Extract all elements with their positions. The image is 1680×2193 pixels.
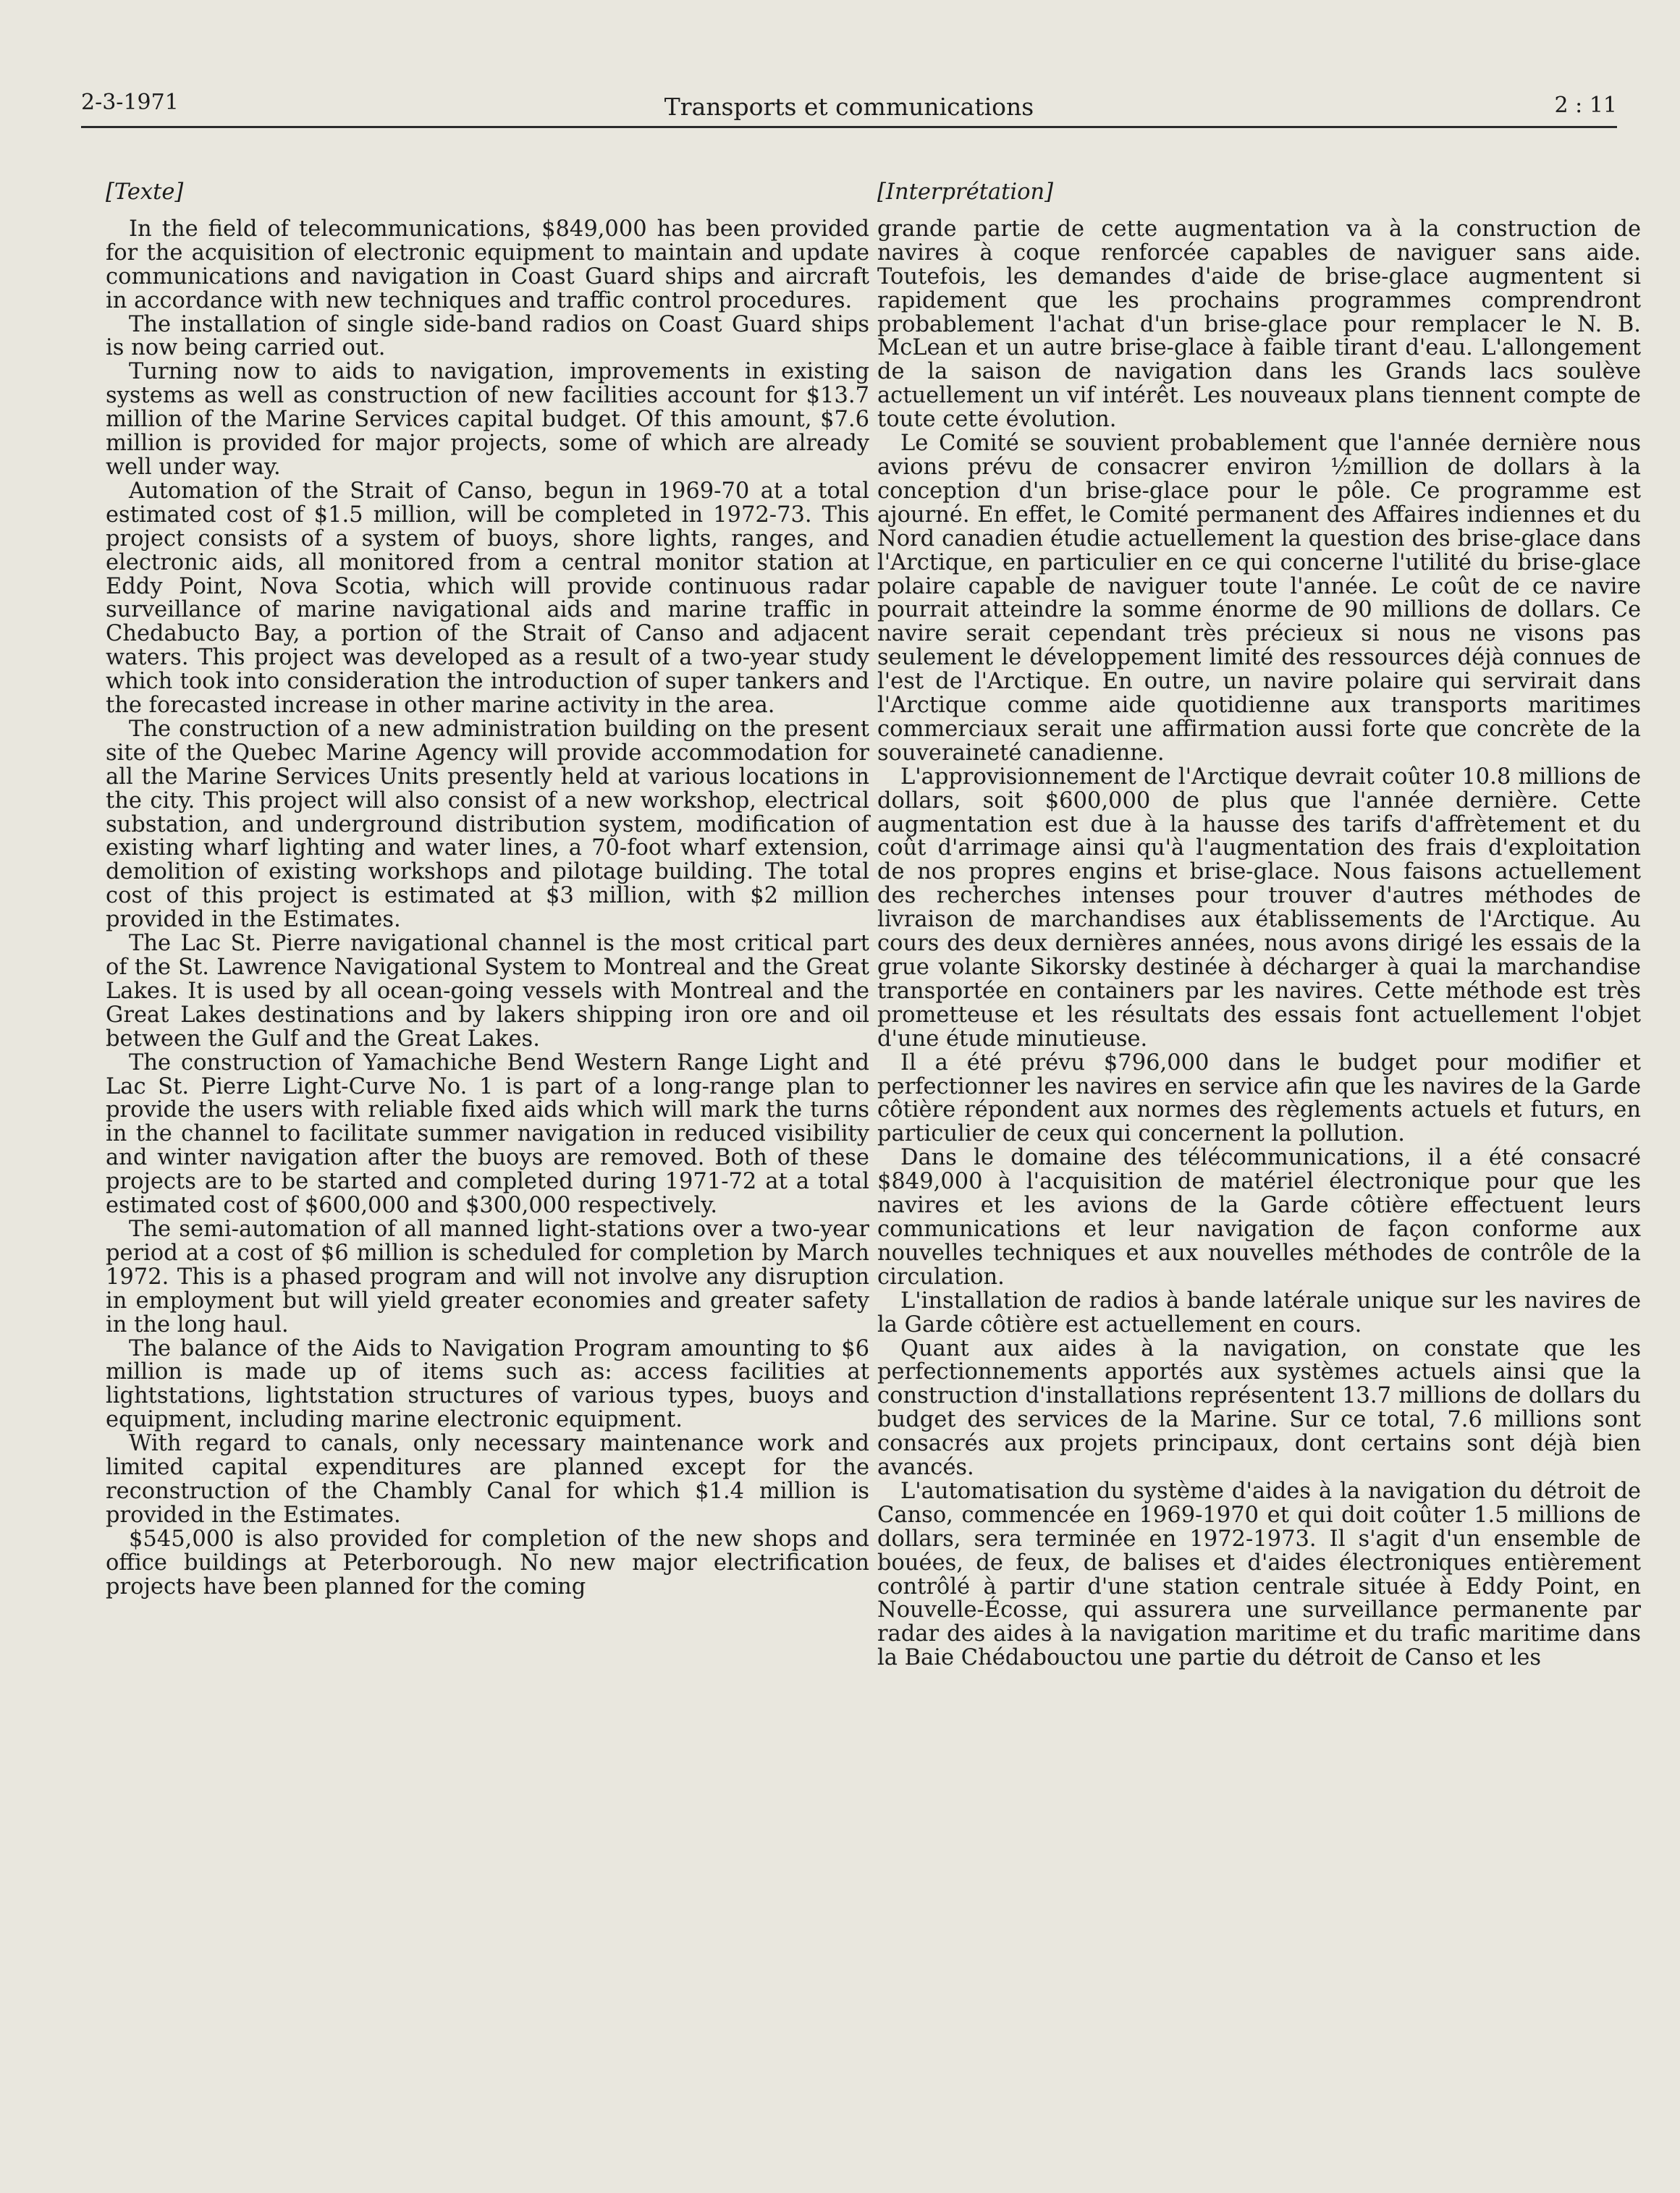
paragraph: L'installation de radios à bande latérale unique sur les navires de la Garde côtière est actuellement en cours. <box>877 1288 1641 1338</box>
paragraph: The balance of the Aids to Navigation Program amounting to $6 million is made up of items such as: access facilities at lightstations, lightstation structures of various types, buoys and equipment, including marine electronic equipment. <box>106 1335 869 1433</box>
paragraph: With regard to canals, only necessary maintenance work and limited capital expenditures are planned except for the reconstruction of the Chambly Canal for which $1.4 million is provided in the Estimates. <box>106 1431 869 1528</box>
paragraph: The installation of single side-band radios on Coast Guard ships is now being carried out. <box>106 311 869 361</box>
paragraph: Quant aux aides à la navigation, on constate que les perfectionnements apportés aux systèmes actuels ainsi que la construction d'installations représentent 13.7 millions de dollars du budget des services de la Marine. Sur ce total, 7.6 millions sont consacrés aux projets principaux, dont certains sont déjà bien avancés. <box>877 1335 1641 1481</box>
english-column <box>106 181 869 1599</box>
paragraph: Il a été prévu $796,000 dans le budget pour modifier et perfectionner les navires en service afin que les navires de la Garde côtière répondent aux normes des règlements actuels et futurs, en particulier de ceux qui concernent la pollution. <box>877 1049 1641 1147</box>
french-column <box>877 181 1641 1670</box>
header-date: 2-3-1971 <box>81 90 179 115</box>
paragraph: The semi-automation of all manned light-stations over a two-year period at a cost of $6 million is scheduled for completion by March 1972. This is a phased program and will not involve any disruption in employment but will yield greater economies and greater safety in the long haul. <box>106 1216 869 1338</box>
paragraph: $545,000 is also provided for completion of the new shops and office buildings at Peterborough. No new major electrification projects have been planned for the coming <box>106 1526 869 1600</box>
paragraph: Dans le domaine des télécommunications, il a été consacré $849,000 à l'acquisition de matériel électronique pour que les navires et les avions de la Garde côtière effectuent leurs communications et leur navigation de façon conforme aux nouvelles techniques et aux nouvelles méthodes de contrôle de la circulation. <box>877 1145 1641 1290</box>
paragraph: The construction of Yamachiche Bend Western Range Light and Lac St. Pierre Light-Curve No. 1 is part of a long-range plan to provide the users with reliable fixed aids which will mark the turns in the channel to facilitate summer navigation in reduced visibility and winter navigation after the buoys are removed. Both of these projects are to be started and completed during 1971-72 at a total estimated cost of $600,000 and $300,000 respectively. <box>106 1049 869 1219</box>
paragraph: grande partie de cette augmentation va à la construction de navires à coque renforcée capables de naviguer sans aide. Toutefois, les demandes d'aide de brise-glace augmentent si rapidement que les prochains programmes comprendront probablement l'achat d'un brise-glace pour remplacer le N. B. McLean et un autre brise-glace à faible tirant d'eau. L'allongement de la saison de navigation dans les Grands lacs soulève actuellement un vif intérêt. Les nouveaux plans tiennent compte de toute cette évolution. <box>877 216 1641 433</box>
column-label-interpretation: [Interprétation] <box>877 179 1053 205</box>
paragraph: Le Comité se souvient probablement que l'année dernière nous avions prévu de consacrer environ ½million de dollars à la conception d'un brise-glace pour le pôle. Ce programme est ajourné. En effet, le Comité permanent des Affaires indiennes et du Nord canadien étudie actuellement la question des brise-glace dans l'Arctique, en particulier en ce qui concerne l'utilité du brise-glace polaire capable de naviguer toute l'année. Le coût de ce navire pourrait atteindre la somme énorme de 90 millions de dollars. Ce navire serait cependant très précieux si nous ne visons pas seulement le développement limité des ressources déjà connues de l'est de l'Arctique. En outre, un navire polaire qui servirait dans l'Arctique comme aide quotidienne aux transports maritimes commerciaux serait une affirmation aussi forte que concrète de la souveraineté canadienne. <box>877 431 1641 766</box>
paragraph: In the field of telecommunications, $849,000 has been provided for the acquisition of electronic equipment to maintain and update communications and navigation in Coast Guard ships and aircraft in accordance with new techniques and traffic control procedures. <box>106 216 869 313</box>
paragraph: The construction of a new administration building on the present site of the Quebec Marine Agency will provide accommodation for all the Marine Services Units presently held at various locations in the city. This project will also consist of a new workshop, electrical substation, and underground distribution system, modification of existing wharf lighting and water lines, a 70-foot wharf extension, demolition of existing workshops and pilotage building. The total cost of this project is estimated at $3 million, with $2 million provided in the Estimates. <box>106 716 869 933</box>
header-title: Transports et communications <box>664 93 1034 121</box>
paragraph: The Lac St. Pierre navigational channel is the most critical part of the St. Lawrence Navigational System to Montreal and the Great Lakes. It is used by all ocean-going vessels with Montreal and the Great Lakes destinations and by lakers shipping iron ore and oil between the Gulf and the Great Lakes. <box>106 931 869 1052</box>
paragraph: Automation of the Strait of Canso, begun in 1969-70 at a total estimated cost of $1.5 million, will be completed in 1972-73. This project consists of a system of buoys, shore lights, ranges, and electronic aids, all monitored from a central monitor station at Eddy Point, Nova Scotia, which will provide continuous radar surveillance of marine navigational aids and marine traffic in Chedabucto Bay, a portion of the Strait of Canso and adjacent waters. This project was developed as a result of a two-year study which took into consideration the introduction of super tankers and the forecasted increase in other marine activity in the area. <box>106 478 869 719</box>
header-page-number: 2 : 11 <box>1554 93 1617 118</box>
column-label-texte: [Texte] <box>106 179 184 205</box>
paragraph: L'automatisation du système d'aides à la navigation du détroit de Canso, commencée en 1969-1970 et qui doit coûter 1.5 millions de dollars, sera terminée en 1972-1973. Il s'agit d'un ensemble de bouées, de feux, de balises et d'aides électroniques entièrement contrôlé à partir d'une station centrale située à Eddy Point, en Nouvelle-Écosse, qui assurera une surveillance permanente par radar des aides à la navigation maritime et du trafic maritime dans la Baie Chédabouctou une partie du détroit de Canso et les <box>877 1478 1641 1671</box>
paragraph: L'approvisionnement de l'Arctique devrait coûter 10.8 millions de dollars, soit $600,000 de plus que l'année dernière. Cette augmentation est due à la hausse des tarifs d'affrètement et du coût d'arrimage ainsi qu'à l'augmentation des frais d'exploitation de nos propres engins et brise-glace. Nous faisons actuellement des recherches intenses pour trouver d'autres méthodes de livraison de marchandises aux établissements de l'Arctique. Au cours des deux dernières années, nous avons dirigé les essais de la grue volante Sikorsky destinée à décharger à quai la marchandise transportée en containers par les navires. Cette méthode est très prometteuse et les résultats des essais font actuellement l'objet d'une étude minutieuse. <box>877 764 1641 1052</box>
paragraph: Turning now to aids to navigation, improvements in existing systems as well as construction of new facilities account for $13.7 million of the Marine Services capital budget. Of this amount, $7.6 million is provided for major projects, some of which are already well under way. <box>106 359 869 480</box>
page-header <box>81 85 1617 128</box>
